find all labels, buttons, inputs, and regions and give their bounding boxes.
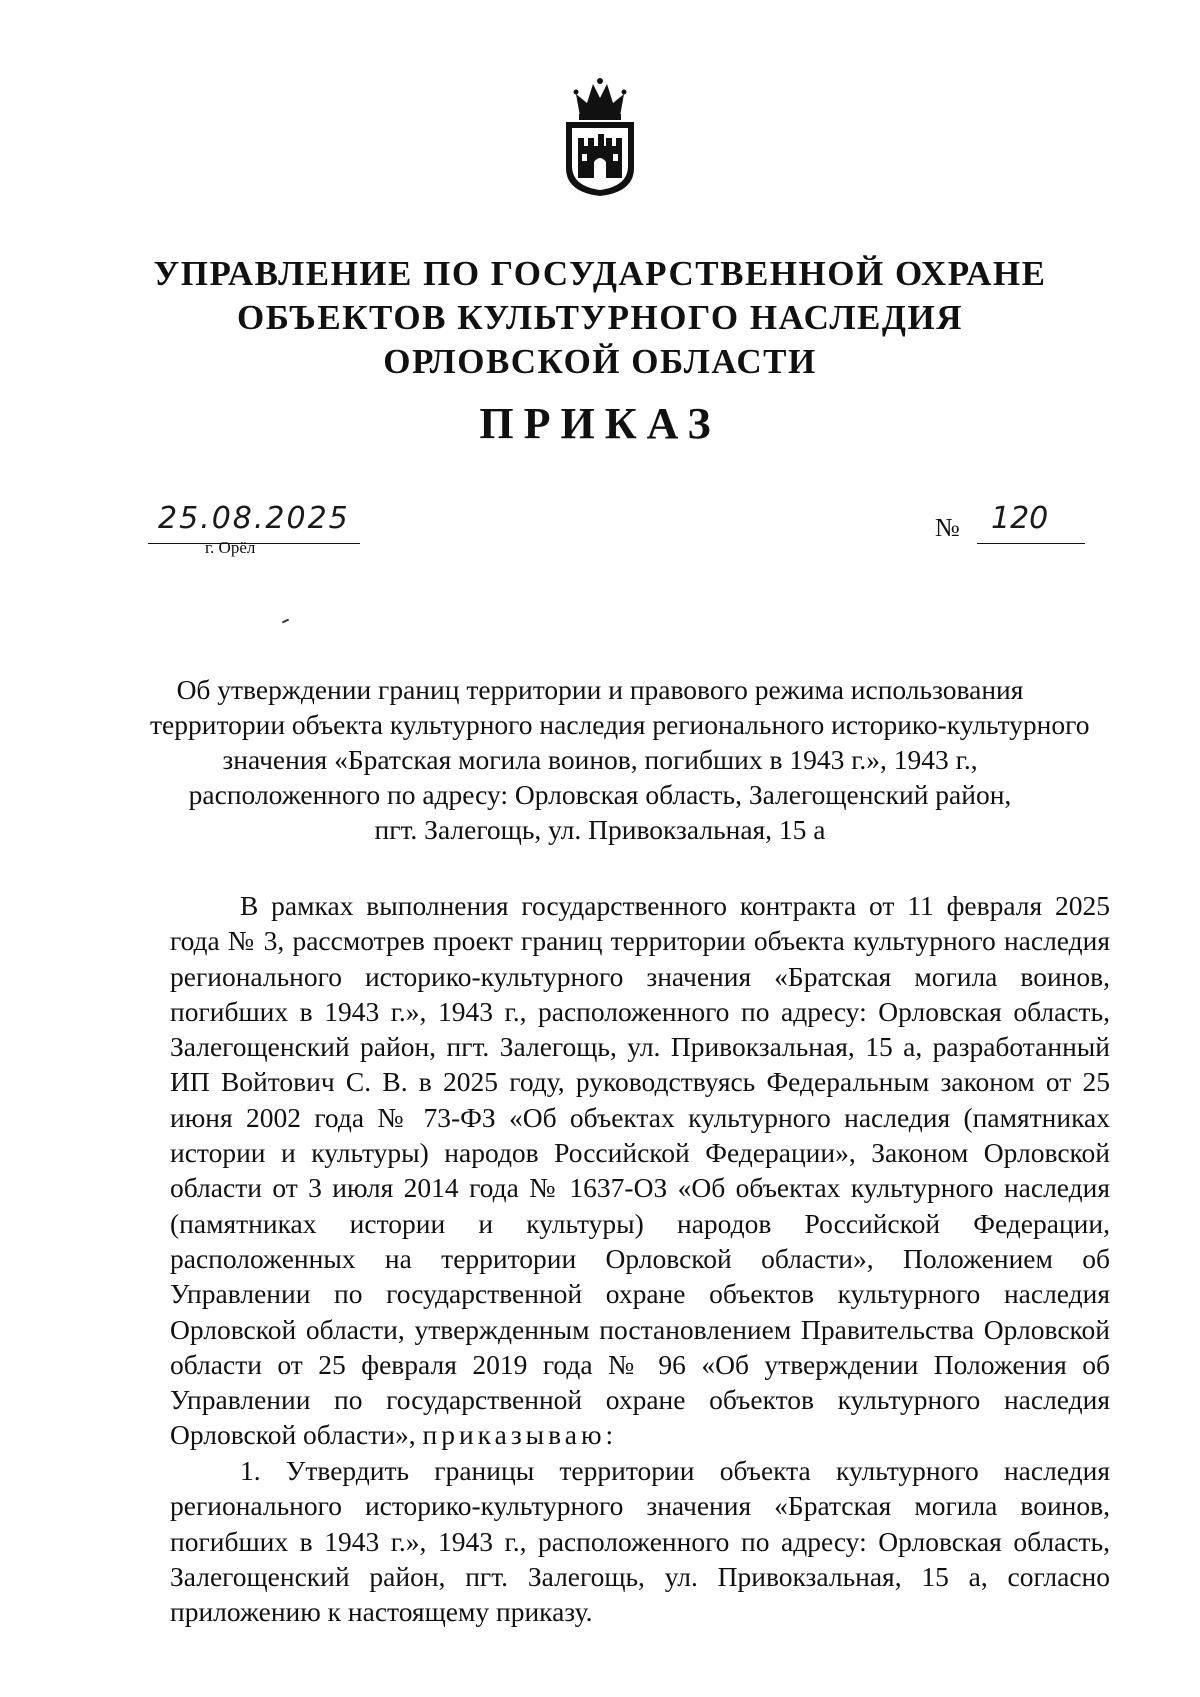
agency-name: [0, 252, 1200, 384]
stray-pen-mark: [282, 619, 289, 624]
clause-1-paragraph: 1. Утвердить границы территории объекта культурного наследия регионального историко-культурного значения «Братская могила воинов, погибших в 1943 г.», 1943 г., расположенного по адресу: Орловская область, Залегощенский район, пгт. Залегощь, ул. Привокзальная, 15 а, согласно приложению к настоящему приказу.: [170, 1455, 1110, 1628]
subject-line: пгт. Залегощь, ул. Привокзальная, 15 а: [374, 814, 826, 845]
handwritten-number: 120: [991, 501, 1049, 536]
city-label: г. Орёл: [205, 538, 256, 557]
document-title: ПРИКАЗ: [479, 399, 721, 448]
subject-line: значения «Братская могила воинов, погибших в 1943 г.», 1943 г.,: [222, 744, 978, 775]
agency-line: ОРЛОВСКОЙ ОБЛАСТИ: [383, 342, 817, 381]
number-sign: №: [935, 513, 960, 542]
subject-line: территории объекта культурного наследия регионального историко-культурного: [150, 709, 1090, 740]
subject-line: расположенного по адресу: Орловская область, Залегощенский район,: [188, 779, 1012, 810]
subject-line: Об утверждении границ территории и правового режима использования: [176, 674, 1024, 705]
coat-of-arms-icon: [560, 76, 640, 198]
agency-line: УПРАВЛЕНИЕ ПО ГОСУДАРСТВЕННОЙ ОХРАНЕ: [153, 254, 1047, 293]
order-word: приказываю:: [422, 1419, 618, 1451]
handwritten-date: 25.08.2025: [158, 501, 350, 536]
order-subject: [150, 672, 1090, 847]
number-underline: [977, 543, 1085, 544]
agency-line: ОБЪЕКТОВ КУЛЬТУРНОГО НАСЛЕДИЯ: [237, 298, 963, 337]
preamble-paragraph: [170, 888, 1110, 1453]
preamble-text: В рамках выполнения государственного контракта от 11 февраля 2025 года № 3, рассмотрев проект границ территории объекта культурного наследия регионального историко-культурного значения «Братская могила воинов, погибших в 1943 г.», 1943 г., расположенного по адресу: Орловская область, Залегощенский район, пгт. Залегощь, ул. Привокзальная, 15 а, разработанный ИП Войтович С. В. в 2025 году, руководствуясь Федеральным законом от 25 июня 2002 года № 73-ФЗ «Об объектах культурного наследия (памятниках истории и культуры) народов Российской Федерации», Законом Орловской области от 3 июля 2014 года № 1637-ОЗ «Об объектах культурного наследия (памятниках истории и культуры) народов Российской Федерации, расположенных на территории Орловской области», Положением об Управлении по государственной охране объектов культурного наследия Орловской области, утвержденным постановлением Правительства Орловской области от 25 февраля 2019 года № 96 «Об утверждении Положения об Управлении по государственной охране объектов культурного наследия Орловской области»,: [170, 890, 1110, 1451]
